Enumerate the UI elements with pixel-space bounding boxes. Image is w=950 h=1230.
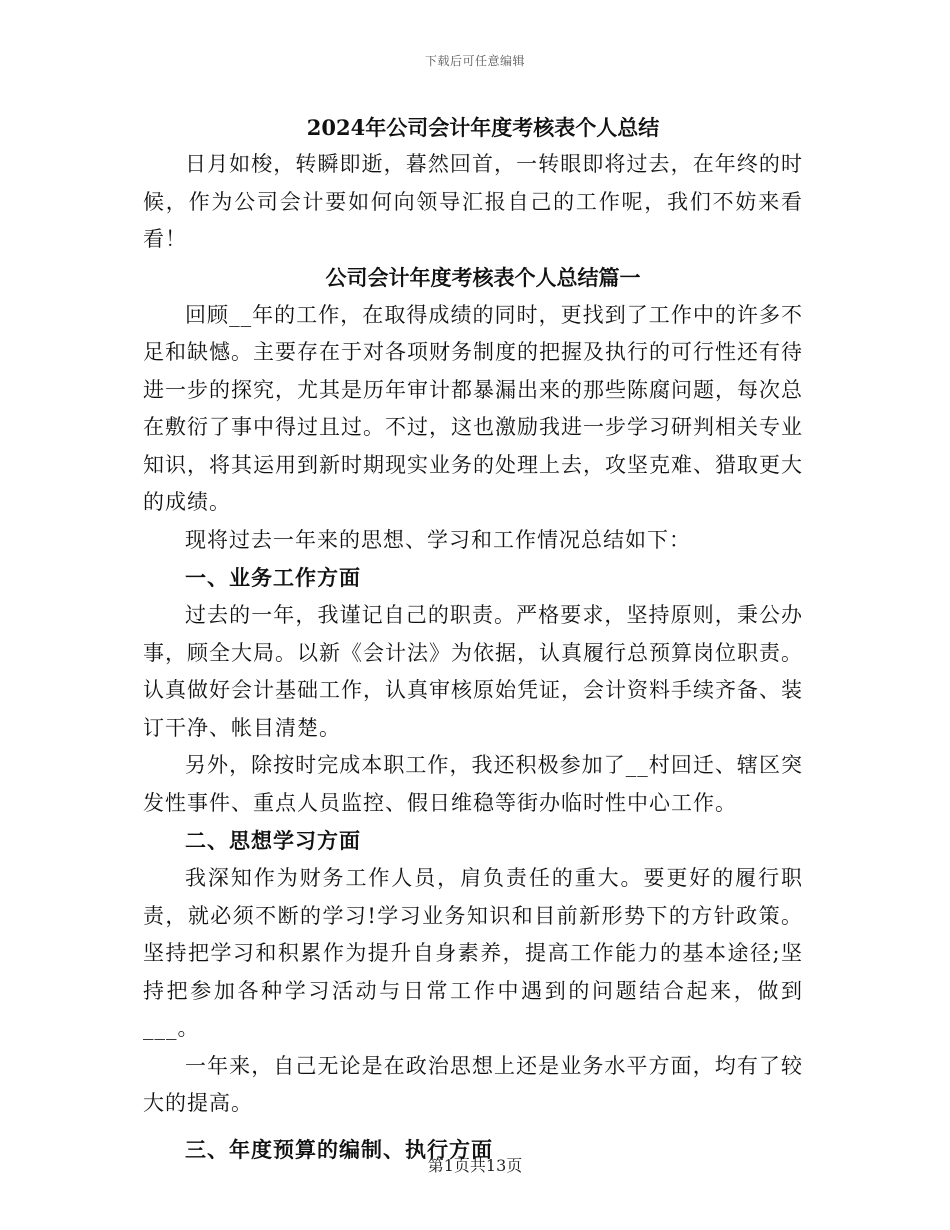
section-heading-study: 二、思想学习方面 (185, 828, 361, 853)
paragraph-study-2: 一年来，自己无论是在政治思想上还是业务水平方面，均有了较大的提高。 (143, 1053, 803, 1115)
intro-paragraph: 日月如梭，转瞬即逝，暮然回首，一转眼即将过去，在年终的时候，作为公司会计要如何向领导汇报自己的工作呢，我们不妨来看看！ (143, 152, 803, 251)
section-heading-business: 一、业务工作方面 (185, 565, 361, 590)
paragraph-business-1: 过去的一年，我谨记自己的职责。严格要求，坚持原则，秉公办事，顾全大局。以新《会计法》为依据，认真履行总预算岗位职责。认真做好会计基础工作，认真审核原始凭证，会计资料手续齐备、装订干净、帐目清楚。 (143, 603, 803, 740)
document-body (143, 110, 803, 1169)
document-title: 2024年公司会计年度考核表个人总结 (306, 115, 660, 140)
header-note: 下载后可任意编辑 (424, 54, 525, 68)
paragraph-review: 回顾__年的工作，在取得成绩的同时，更找到了工作中的许多不足和缺憾。主要存在于对各项财务制度的把握及执行的可行性还有待进一步的探究，尤其是历年审计都暴漏出来的那些陈腐问题，每次总在敷衍了事中得过且过。不过，这也激励我进一步学习研判相关专业知识，将其运用到新时期现实业务的处理上去，攻坚克难、猎取更大的成绩。 (143, 302, 803, 514)
page-number: 第1页共13页 (427, 1156, 523, 1175)
paragraph-study-1: 我深知作为财务工作人员，肩负责任的重大。要更好的履行职责，就必须不断的学习!学习业务知识和目前新形势下的方针政策。坚持把学习和积累作为提升自身素养，提高工作能力的基本途径;坚持把参加各种学习活动与日常工作中遇到的问题结合起来，做到___。 (143, 866, 803, 1040)
section-heading-budget: 三、年度预算的编制、执行方面 (185, 1136, 493, 1162)
paragraph-business-2: 另外，除按时完成本职工作，我还积极参加了__村回迁、辖区突发性事件、重点人员监控、假日维稳等街办临时性中心工作。 (143, 753, 803, 815)
document-subtitle: 公司会计年度考核表个人总结篇一 (325, 264, 641, 290)
paragraph-summary-lead: 现将过去一年来的思想、学习和工作情况总结如下： (185, 527, 691, 552)
